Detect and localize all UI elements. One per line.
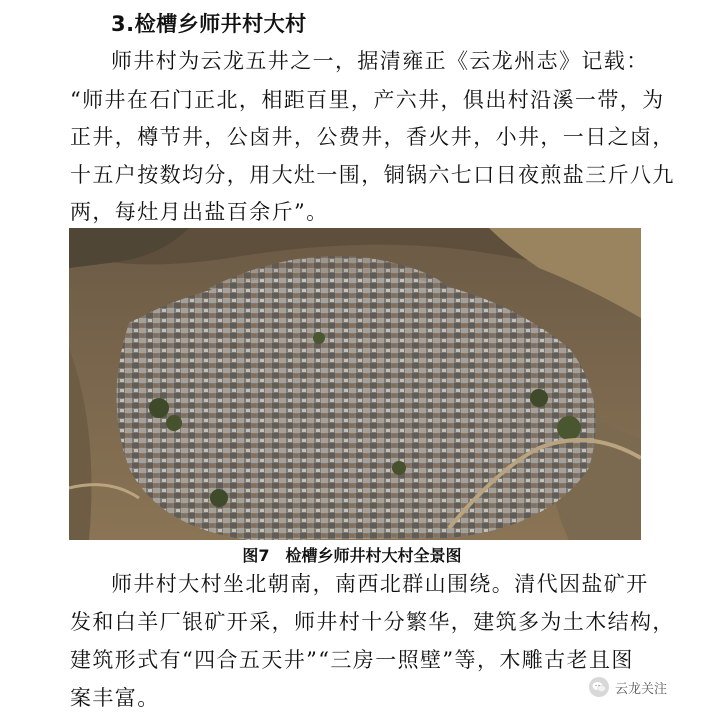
- village-panorama-photo: [69, 228, 641, 540]
- paragraph-line: 师井村大村坐北朝南，南西北群山围绕。清代因盐矿开: [111, 572, 649, 596]
- wechat-icon: [589, 677, 609, 697]
- paragraph-line: 正井，樽节井，公卤井，公费井，香火井，小井，一日之卤，: [70, 125, 675, 149]
- figure-caption: 图7 检槽乡师井村大村全景图: [242, 546, 462, 565]
- paragraph-line: 两，每灶月出盐百余斤”。: [70, 200, 329, 224]
- paragraph-line: “师井在石门正北，相距百里，产六井，俱出村沿溪一带，为: [70, 88, 665, 112]
- paragraph-line: 发和白羊厂银矿开采，师井村十分繁华，建筑多为土木结构，: [70, 610, 675, 634]
- source-watermark: [589, 677, 667, 697]
- watermark-text: 云龙关注: [615, 681, 668, 697]
- paragraph-line: 建筑形式有“四合五天井”“三房一照壁”等，木雕古老且图: [70, 648, 634, 672]
- section-heading: 3.检槽乡师井村大村: [111, 12, 307, 36]
- paragraph-line: 案丰富。: [70, 686, 160, 710]
- paragraph-line: 十五户按数均分，用大灶一围，铜锅六七口日夜煎盐三斤八九: [70, 163, 675, 187]
- paragraph-line: 师井村为云龙五井之一，据清雍正《云龙州志》记载：: [111, 49, 649, 73]
